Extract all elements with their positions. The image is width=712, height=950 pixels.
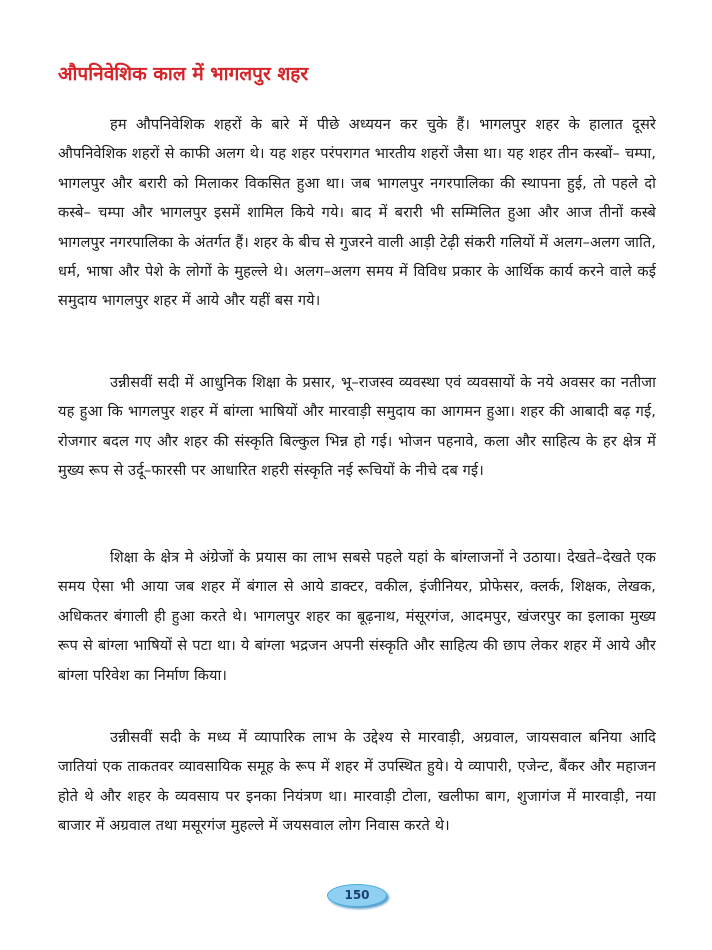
page-number-badge: 150 (327, 884, 387, 907)
paragraph-2: उन्नीसवीं सदी में आधुनिक शिक्षा के प्रसार, भू–राजस्व व्यवस्था एवं व्यवसायों के नये अवसर का नतीजा यह हुआ कि भागलपुर शहर में बांग्ला भाषियों और मारवाड़ी समुदाय का आगमन हुआ। शहर की आबादी बढ़ गई, रोजगार बदल गए और शहर की संस्कृति बिल्कुल भिन्न हो गई। भोजन पहनावे, कला और साहित्य के हर क्षेत्र में मुख्य रूप से उर्दू–फारसी पर आधारित शहरी संस्कृति नई रूचियों के नीचे दब गई। (58, 374, 656, 480)
paragraph-1: हम औपनिवेशिक शहरों के बारे में पीछे अध्ययन कर चुके हैं। भागलपुर शहर के हालात दूसरे औपनिवेशिक शहरों से काफी अलग थे। यह शहर परंपरागत भारतीय शहरों जैसा था। यह शहर तीन कस्बों– चम्पा, भागलपुर और बरारी को मिलाकर विकसित हुआ था। जब भागलपुर नगरपालिका की स्थापना हुई, तो पहले दो कस्बे– चम्पा और भागलपुर इसमें शामिल किये गये। बाद में बरारी भी सम्मिलित हुआ और आज तीनों कस्बे भागलपुर नगरपालिका के अंतर्गत हैं। शहर के बीच से गुजरने वाली आड़ी टेढ़ी संकरी गलियों में अलग–अलग जाति, धर्म, भाषा और पेशे के लोगों के मुहल्ले थे। अलग–अलग समय में विविध प्रकार के आर्थिक कार्य करने वाले कई समुदाय भागलपुर शहर में आये और यहीं बस गये। (58, 116, 656, 310)
paragraph-4: उन्नीसवीं सदी के मध्य में व्यापारिक लाभ के उद्देश्य से मारवाड़ी, अग्रवाल, जायसवाल बनिया आदि जातियां एक ताकतवर व्यावसायिक समूह के रूप में शहर में उपस्थित हुये। ये व्यापारी, एजेन्ट, बैंकर और महाजन होते थे और शहर के व्यवसाय पर इनका नियंत्रण था। मारवाड़ी टोला, खलीफा बाग, शुजागंज में मारवाड़ी, नया बाजार में अग्रवाल तथा मसूरगंज मुहल्ले में जयसवाल लोग निवास करते थे। (58, 729, 656, 835)
section-heading: औपनिवेशिक काल में भागलपुर शहर (58, 63, 309, 85)
paragraph-3: शिक्षा के क्षेत्र मे अंग्रेजों के प्रयास का लाभ सबसे पहले यहां के बांग्लाजनों ने उठाया। देखते–देखते एक समय ऐसा भी आया जब शहर में बंगाल से आये डाक्टर, वकील, इंजीनियर, प्रोफेसर, क्लर्क, शिक्षक, लेखक, अधिकतर बंगाली ही हुआ करते थे। भागलपुर शहर का बूढ़नाथ, मंसूरगंज, आदमपुर, खंजरपुर का इलाका मुख्य रूप से बांग्ला भाषियों से पटा था। ये बांग्ला भद्रजन अपनी संस्कृति और साहित्य की छाप लेकर शहर में आये और बांग्ला परिवेश का निर्माण किया। (58, 549, 656, 684)
